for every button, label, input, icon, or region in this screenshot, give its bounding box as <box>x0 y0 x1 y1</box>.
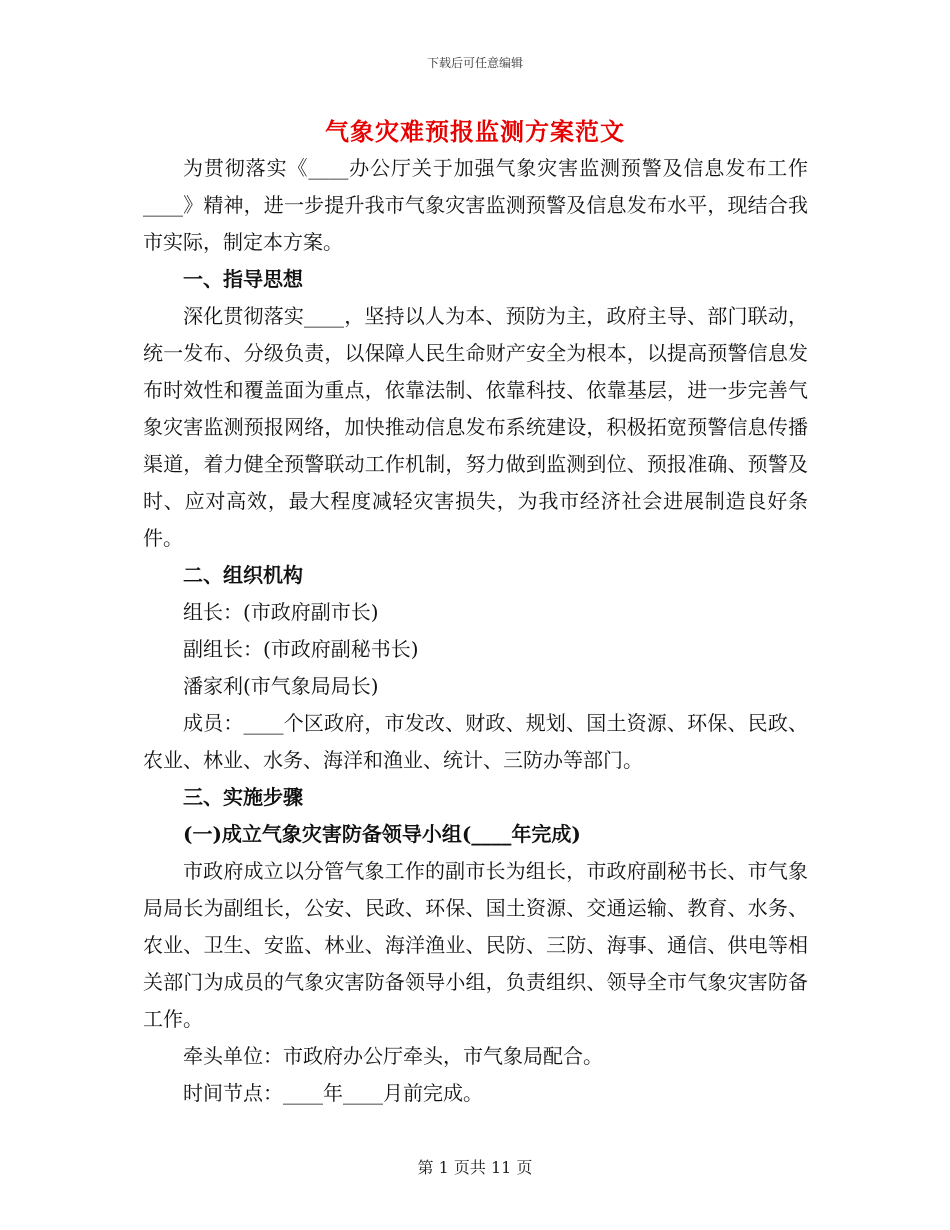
person-line: 潘家利(市气象局局长) <box>183 674 379 698</box>
members-paragraph: 成员：____个区政府，市发改、财政、规划、国土资源、环保、民政、农业、林业、水务、海洋和渔业、统计、三防办等部门。 <box>143 711 808 772</box>
deputy-line: 副组长：(市政府副秘书长) <box>183 637 419 661</box>
section3-heading: 三、实施步骤 <box>183 785 303 809</box>
header-note: 下载后可任意编辑 <box>426 56 523 70</box>
document-body <box>143 150 808 1112</box>
intro-paragraph: 为贯彻落实《____办公厅关于加强气象灾害监测预警及信息发布工作____》精神，进一步提升我市气象灾害监测预警及信息发布水平，现结合我市实际，制定本方案。 <box>143 156 808 254</box>
document-title: 气象灾难预报监测方案范文 <box>325 117 625 146</box>
subsection1-paragraph: 市政府成立以分管气象工作的副市长为组长，市政府副秘书长、市气象局局长为副组长，公安、民政、环保、国土资源、交通运输、教育、水务、农业、卫生、安监、林业、海洋渔业、民防、三防、海事、通信、供电等相关部门为成员的气象灾害防备领导小组，负责组织、领导全市气象灾害防备工作。 <box>143 859 808 1031</box>
deadline-line: 时间节点：____年____月前完成。 <box>183 1081 483 1105</box>
section1-heading: 一、指导思想 <box>183 267 303 291</box>
lead-unit-line: 牵头单位：市政府办公厅牵头，市气象局配合。 <box>183 1044 603 1068</box>
section2-heading: 二、组织机构 <box>183 563 303 587</box>
page-footer: 第 1 页共 11 页 <box>417 1158 533 1177</box>
leader-line: 组长：(市政府副市长) <box>183 600 379 624</box>
section1-paragraph: 深化贯彻落实____，坚持以人为本、预防为主，政府主导、部门联动，统一发布、分级负责，以保障人民生命财产安全为根本，以提高预警信息发布时效性和覆盖面为重点，依靠法制、依靠科技、依靠基层，进一步完善气象灾害监测预报网络，加快推动信息发布系统建设，积极拓宽预警信息传播渠道，着力健全预警联动工作机制，努力做到监测到位、预报准确、预警及时、应对高效，最大程度减轻灾害损失，为我市经济社会进展制造良好条件。 <box>143 304 808 550</box>
subsection1-heading: (一)成立气象灾害防备领导小组(____年完成) <box>183 822 581 846</box>
